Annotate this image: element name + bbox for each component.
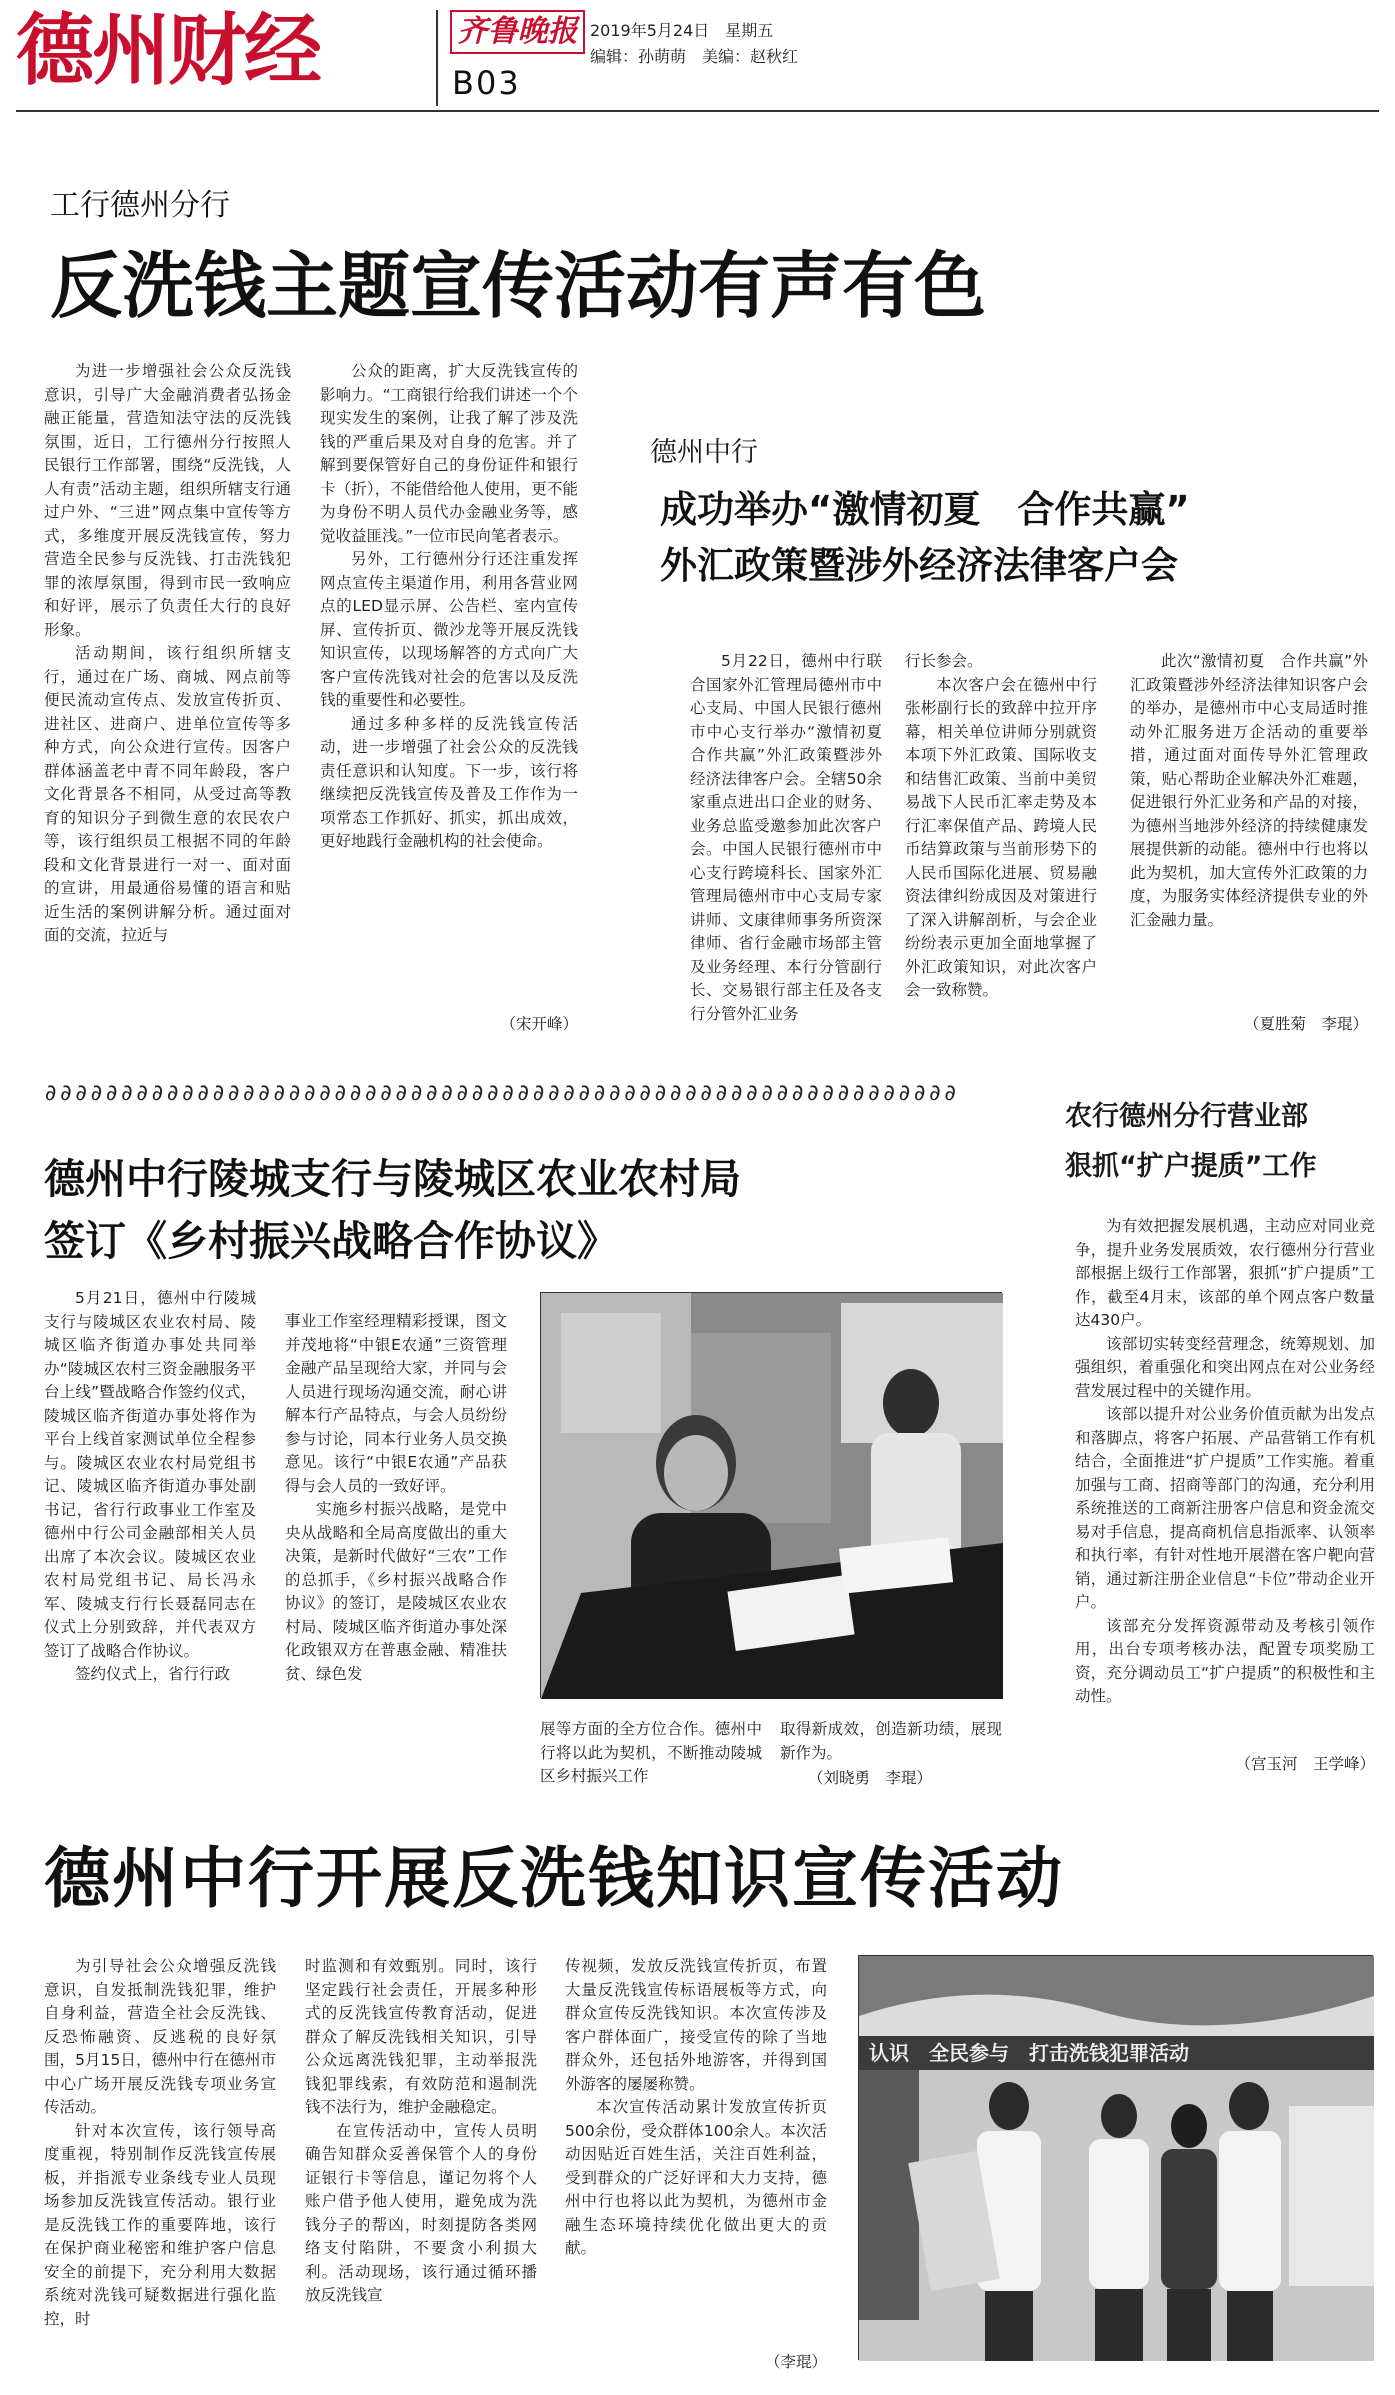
paragraph: 5月21日，德州中行陵城支行与陵城区农业农村局、陵城区临齐街道办事处共同举办“陵城区农村三资金融服务平台上线”暨战略合作签约仪式，陵城区临齐街道办事处将作为平台上线首家测试单位全程参与。陵城区农业农村局党组书记、陵城区临齐街道办事处副书记，省行行政事业工作室及德州中行公司金融部相关人员出席了本次会议。陵城区农业农村局党组书记、局长冯永军、陵城支行行长聂磊同志在仪式上分别致辞，并代表双方签订了战略合作协议。 xyxy=(44,1289,256,1660)
issue-editors: 编辑：孙萌萌 美编：赵秋红 xyxy=(590,47,799,66)
paragraph: 为进一步增强社会公众反洗钱意识，引导广大金融消费者弘扬金融正能量，营造知法守法的反洗钱氛围，近日，工行德州分行按照人民银行工作部署，围绕“反洗钱，人人有责”活动主题，组织所辖支行通过户外、“三进”网点集中宣传等方式，多维度开展反洗钱宣传，努力营造全民参与反洗钱、打击洗钱犯罪的浓厚氛围，得到市民一致响应和好评，展示了负责任大行的良好形象。 xyxy=(44,362,291,639)
paragraph: 为有效把握发展机遇，主动应对同业竞争，提升业务发展质效，农行德州分行营业部根据上级行工作部署，狠抓“扩户提质”工作，截至4月末，该部的单个网点客户数量达430户。 xyxy=(1075,1217,1375,1329)
article2-title xyxy=(660,482,1190,594)
article4-col1 xyxy=(1075,1215,1375,1750)
paragraph: 时监测和有效甄别。同时，该行坚定践行社会责任，开展多种形式的反洗钱宣传教育活动，促进群众了解反洗钱相关知识，引导公众远离洗钱犯罪，主动举报洗钱犯罪线索，有效防范和遏制洗钱不法行为，维护金融稳定。 xyxy=(305,1957,537,2116)
article5-col1 xyxy=(44,1955,276,2375)
article1-kicker: 工行德州分行 xyxy=(50,188,230,223)
paragraph: 展等方面的全方位合作。德州中行将以此为契机，不断推动陵城区乡村振兴工作 xyxy=(540,1720,762,1785)
article4-title-line2: 狠抓“扩户提质”工作 xyxy=(1065,1151,1317,1182)
paragraph: 事业工作室经理精彩授课，图文并茂地将“中银E农通”三资管理金融产品呈现给大家，并同与会人员进行现场沟通交流，耐心讲解本行产品特点，与会人员纷纷参与讨论，同本行业务人员交换意见。该行“中银E农通”产品获得与会人员的一致好评。 xyxy=(285,1312,507,1495)
paragraph: 签约仪式上，省行行政 xyxy=(75,1665,231,1683)
paragraph: 活动期间，该行组织所辖支行，通过在广场、商城、网点前等便民流动宣传点、发放宣传折页、进社区、进商户、进单位宣传等多种方式，向公众进行宣传。因客户群体涵盖老中青不同年龄段，客户文化背景各不相同，从受过高等教育的知识分子到微生意的农民农户等，该行组织员工根据不同的年龄段和文化背景进行一对一、面对面的宣讲，用最通俗易懂的语言和贴近生活的案例讲解分析。通过面对面的交流，拉近与 xyxy=(44,644,291,944)
article3-title xyxy=(44,1148,741,1272)
paragraph: 为引导社会公众增强反洗钱意识，自发抵制洗钱犯罪，维护自身利益，营造全社会反洗钱、反恐怖融资、反逃税的良好氛围，5月15日，德州中行在德州市中心广场开展反洗钱专项业务宣传活动。 xyxy=(44,1957,276,2116)
aml-event-photo xyxy=(858,1955,1373,2360)
signing-ceremony-illustration xyxy=(541,1293,1003,1699)
article3-byline: （刘晓勇 李琨） xyxy=(808,1769,933,1787)
issue-meta xyxy=(590,18,798,70)
article3-col3 xyxy=(540,1718,762,1790)
article2-title-line2: 外汇政策暨涉外经济法律客户会 xyxy=(660,544,1178,587)
article5-byline: （李琨） xyxy=(764,2353,827,2371)
paragraph: 此次“激情初夏 合作共赢”外汇政策暨涉外经济法律知识客户会的举办，是德州市中心支局适时推动外汇服务进万企活动的重要举措，通过面对面传导外汇管理政策，贴心帮助企业解决外汇难题，促进银行外汇业务和产品的对接，为德州当地涉外经济的持续健康发展提供新的动能。德州中行也将以此为契机，加大宣传外汇政策的力度，为服务实体经济提供专业的外汇金融力量。 xyxy=(1130,652,1368,929)
article2-byline: （夏胜菊 李琨） xyxy=(1243,1015,1368,1033)
paragraph: 针对本次宣传，该行领导高度重视，特别制作反洗钱宣传展板，并指派专业条线专业人员现场参加反洗钱宣传活动。银行业是反洗钱工作的重要阵地，该行在保护商业秘密和维护客户信息安全的前提下，充分利用大数据系统对洗钱可疑数据进行强化监控，时 xyxy=(44,2121,276,2328)
article1-col2 xyxy=(320,360,578,1010)
article4-title xyxy=(1065,1092,1317,1192)
paragraph: 传视频，发放反洗钱宣传折页，布置大量反洗钱宣传标语展板等方式，向群众宣传反洗钱知识。本次宣传涉及客户群体面广，接受宣传的除了当地群众外，还包括外地游客，并得到国外游客的屡屡称赞。 xyxy=(565,1957,827,2093)
article1-title: 反洗钱主题宣传活动有声有色 xyxy=(50,244,987,328)
paragraph: 取得新成效，创造新功绩，展现新作为。 xyxy=(780,1720,1002,1762)
header-divider xyxy=(436,10,438,106)
article3-title-line2: 签订《乡村振兴战略合作协议》 xyxy=(44,1217,618,1265)
paragraph: 该部充分发挥资源带动及考核引领作用，出台专项考核办法，配置专项奖励工资，充分调动员工“扩户提质”的积极性和主动性。 xyxy=(1075,1616,1375,1705)
article1-col1 xyxy=(44,360,291,1040)
paragraph: 5月22日，德州中行联合国家外汇管理局德州市中心支局、中国人民银行德州市中心支行举办“激情初夏 合作共赢”外汇政策暨涉外经济法律客户会。全辖50余家重点进出口企业的财务、业务总监受邀参加此次客户会。中国人民银行德州市中心支行跨境科长、国家外汇管理局德州市中心支局专家讲师、文康律师事务所资深律师、省行金融市场部主管及业务经理、本行分管副行长、交易银行部主任及各支行分管外汇业务 xyxy=(690,652,898,1023)
paragraph: 本次客户会在德州中行张彬副行长的致辞中拉开序幕，相关单位讲师分别就资本项下外汇政策、国际收支和结售汇政策、当前中美贸易战下人民币汇率走势及本行汇率保值产品、跨境人民币结算政策与当前形势下的人民币国际化进展、贸易融资法律纠纷成因及对策进行了深入讲解剖析，与会企业纷纷表示更加全面地掌握了外汇政策知识，对此次客户会一致称赞。 xyxy=(905,675,1097,999)
paragraph: 在宣传活动中，宣传人员明确告知群众妥善保管个人的身份证银行卡等信息，谨记勿将个人账户借予他人使用，避免成为洗钱分子的帮凶，时刻提防各类网络支付陷阱，不要贪小利损大利。活动现场，该行通过循环播放反洗钱宣 xyxy=(305,2121,537,2304)
paragraph: 该部切实转变经营理念，统筹规划、加强组织，着重强化和突出网点在对公业务经营发展过程中的关键作用。 xyxy=(1075,1334,1375,1400)
header-rule xyxy=(16,110,1379,112)
paragraph: 该部以提升对公业务价值贡献为出发点和落脚点，将客户拓展、产品营销工作有机结合，全面推进“扩户提质”工作实施。着重加强与工商、招商等部门的沟通，充分利用系统推送的工商新注册客户信息和资金流交易对手信息，提高商机信息指派率、认领率和执行率，有针对性地开展潜在客户靶向营销，通过新注册企业信息“卡位”带动企业开户。 xyxy=(1075,1405,1375,1611)
article3-col2 xyxy=(285,1310,507,1775)
paragraph: 通过多种多样的反洗钱宣传活动，进一步增强了社会公众的反洗钱责任意识和认知度。下一步，该行将继续把反洗钱宣传及普及工作作为一项常态工作抓好、抓实，抓出成效，更好地践行金融机构的社会使命。 xyxy=(320,714,578,850)
paragraph: 本次宣传活动累计发放宣传折页500余份，受众群体100余人。本次活动因贴近百姓生活，关注百姓利益，受到群众的广泛好评和大力支持，德州中行也将以此为契机，为德州市金融生态环境持续优化做出更大的贡献。 xyxy=(565,2098,827,2257)
article2-title-line1: 成功举办“激情初夏 合作共赢” xyxy=(660,488,1190,531)
article3-title-line1: 德州中行陵城支行与陵城区农业农村局 xyxy=(44,1155,741,1203)
paragraph: 实施乡村振兴战略，是党中央从战略和全局高度做出的重大决策，是新时代做好“三农”工作的总抓手，《乡村振兴战略合作协议》的签订，是陵城区农业农村局、陵城区临齐街道办事处深化政银双方在普惠金融、精准扶贫、绿色发 xyxy=(285,1500,507,1683)
article3-col1 xyxy=(44,1287,256,1775)
article1-byline: （宋开峰） xyxy=(500,1015,578,1033)
article2-col2 xyxy=(905,650,1097,1040)
page-number: B03 xyxy=(452,64,521,102)
article4-byline: （宫玉河 王学峰） xyxy=(1235,1755,1375,1773)
article2-kicker: 德州中行 xyxy=(650,437,758,468)
article2-col1 xyxy=(690,650,898,1040)
issue-date: 2019年5月24日 星期五 xyxy=(590,21,774,40)
article5-title: 德州中行开展反洗钱知识宣传活动 xyxy=(44,1840,1064,1917)
paper-logo: 齐鲁晚报 xyxy=(450,10,585,54)
article4-title-line1: 农行德州分行营业部 xyxy=(1065,1101,1308,1132)
article5-col3 xyxy=(565,1955,827,2350)
article3-col4 xyxy=(780,1718,1002,1766)
signing-ceremony-photo xyxy=(540,1292,1002,1698)
masthead: 德州财经 xyxy=(16,5,321,96)
article2-col3 xyxy=(1130,650,1368,1010)
paragraph: 行长参会。 xyxy=(905,652,983,670)
article5-col2 xyxy=(305,1955,537,2375)
ornamental-divider: ∂∂∂∂∂∂∂∂∂∂∂∂∂∂∂∂∂∂∂∂∂∂∂∂∂∂∂∂∂∂∂∂∂∂∂∂∂∂∂∂∂∂∂∂∂∂∂∂∂∂∂∂∂∂∂∂∂∂∂∂ xyxy=(44,1081,959,1106)
aml-event-illustration xyxy=(859,1956,1374,2361)
paragraph: 公众的距离，扩大反洗钱宣传的影响力。“工商银行给我们讲述一个个现实发生的案例，让我了解了涉及洗钱的严重后果及对自身的危害。并了解到要保管好自己的身份证件和银行卡（折），不能借给他人使用，更不能为身份不明人员代办金融业务等，感觉收益匪浅。”一位市民向笔者表示。 xyxy=(320,362,578,545)
event-banner-text: 认识 全民参与 打击洗钱犯罪活动 xyxy=(869,2041,1189,2065)
paragraph: 另外，工行德州分行还注重发挥网点宣传主渠道作用，利用各营业网点的LED显示屏、公告栏、室内宣传屏、宣传折页、微沙龙等开展反洗钱知识宣传，以现场解答的方式向广大客户宣传洗钱对社会的危害以及反洗钱的重要性和必要性。 xyxy=(320,550,578,709)
